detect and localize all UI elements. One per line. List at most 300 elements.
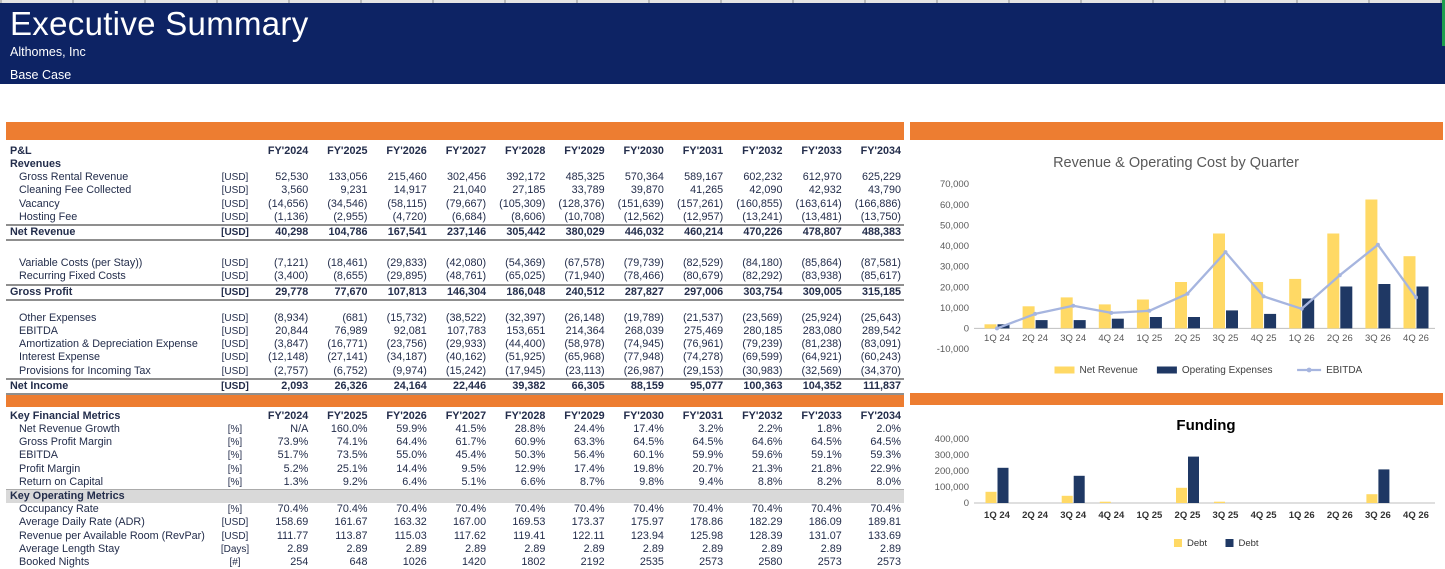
row-unit: [USD] bbox=[221, 365, 249, 377]
row-value: 175.97 bbox=[630, 516, 664, 529]
row-value: 2.89 bbox=[642, 542, 664, 555]
row-value: 104,352 bbox=[802, 379, 842, 392]
row-label: EBITDA bbox=[19, 449, 58, 462]
row-unit: [%] bbox=[227, 504, 243, 516]
row-value: 189.81 bbox=[867, 516, 901, 529]
row-value: 9.2% bbox=[342, 475, 368, 488]
row-value: (85,864) bbox=[801, 257, 842, 270]
row-value: 2535 bbox=[639, 556, 664, 569]
row-value: 52,530 bbox=[275, 171, 309, 184]
svg-text:2Q 26: 2Q 26 bbox=[1326, 510, 1353, 521]
row-value: (29,153) bbox=[682, 364, 724, 377]
row-value: (13,481) bbox=[801, 210, 842, 223]
row-unit: [USD] bbox=[221, 258, 249, 270]
row-value: 70.4% bbox=[277, 503, 309, 516]
svg-text:60,000: 60,000 bbox=[939, 199, 969, 211]
row-value: (15,242) bbox=[445, 364, 487, 377]
row-unit: [USD] bbox=[221, 286, 249, 298]
row-value: 115.03 bbox=[394, 529, 427, 542]
row-value: 63.3% bbox=[574, 436, 605, 449]
svg-text:0: 0 bbox=[963, 498, 969, 510]
row-value: 51.7% bbox=[277, 449, 309, 462]
svg-text:1Q 26: 1Q 26 bbox=[1288, 333, 1315, 344]
unit-header bbox=[218, 144, 252, 158]
row-value: 119.41 bbox=[513, 529, 546, 542]
divider-mid-right bbox=[910, 393, 1443, 405]
table-row bbox=[6, 184, 904, 197]
row-value bbox=[489, 158, 548, 171]
row-value: 111,837 bbox=[863, 379, 901, 392]
row-value: 88,159 bbox=[630, 379, 664, 392]
row-value bbox=[667, 158, 726, 171]
row-value: 169.53 bbox=[512, 516, 546, 529]
row-value: 1.8% bbox=[817, 423, 842, 436]
row-label: Hosting Fee bbox=[19, 210, 78, 223]
row-value: 64.4% bbox=[396, 436, 427, 449]
row-value: 1026 bbox=[402, 556, 427, 569]
row-value: 128.39 bbox=[749, 529, 783, 542]
row-unit: [%] bbox=[227, 437, 243, 449]
row-value: (64,921) bbox=[801, 351, 842, 364]
row-value: (82,292) bbox=[742, 270, 783, 283]
row-value: 570,364 bbox=[624, 171, 664, 184]
row-value: 9.4% bbox=[698, 475, 724, 488]
row-value: (85,617) bbox=[860, 270, 901, 283]
row-value: 287,827 bbox=[624, 285, 664, 298]
row-value: 107,813 bbox=[387, 285, 427, 298]
row-value: 40,298 bbox=[275, 226, 309, 239]
row-value: 73.5% bbox=[336, 449, 368, 462]
chart-title: Funding bbox=[1176, 417, 1236, 434]
row-value: 73.9% bbox=[277, 436, 309, 449]
row-value: 20.7% bbox=[692, 462, 724, 475]
row-value: (79,239) bbox=[742, 338, 783, 351]
row-value: 60.9% bbox=[514, 436, 546, 449]
row-value: (23,113) bbox=[565, 364, 605, 377]
row-value: (79,739) bbox=[623, 257, 664, 270]
year-header: FY'2024 bbox=[267, 410, 309, 423]
row-value: (32,397) bbox=[505, 311, 546, 324]
charts-panel bbox=[910, 122, 1443, 563]
row-value: (76,961) bbox=[682, 338, 724, 351]
chart-legend bbox=[1174, 538, 1259, 549]
svg-text:3Q 25: 3Q 25 bbox=[1212, 333, 1239, 344]
row-value: 167,541 bbox=[387, 226, 427, 239]
table-row bbox=[6, 365, 904, 378]
row-unit: [USD] bbox=[221, 172, 249, 184]
row-value: 28.8% bbox=[514, 423, 546, 436]
row-value bbox=[252, 158, 311, 171]
svg-text:30,000: 30,000 bbox=[939, 261, 969, 273]
page-title: Executive Summary bbox=[10, 5, 309, 42]
row-value: (29,933) bbox=[445, 338, 487, 351]
row-value: (12,148) bbox=[268, 351, 309, 364]
x-axis-labels bbox=[984, 510, 1429, 521]
row-value: (60,243) bbox=[860, 351, 901, 364]
table-title: Key Financial Metrics bbox=[10, 410, 121, 423]
year-header: FY'2029 bbox=[564, 410, 605, 423]
svg-text:2Q 25: 2Q 25 bbox=[1174, 333, 1201, 344]
row-unit: [USD] bbox=[221, 271, 249, 283]
table-row bbox=[6, 489, 904, 503]
row-value: 460,214 bbox=[684, 226, 724, 239]
row-value: 19.8% bbox=[633, 462, 664, 475]
row-value: 21.3% bbox=[751, 462, 783, 475]
row-value: (42,080) bbox=[445, 257, 487, 270]
row-value: (82,529) bbox=[682, 257, 724, 270]
row-value: (25,924) bbox=[801, 311, 842, 324]
row-unit: [USD] bbox=[221, 517, 249, 529]
row-value: 41,265 bbox=[690, 184, 724, 197]
row-value: 70.4% bbox=[574, 503, 605, 516]
table-row bbox=[6, 312, 904, 325]
row-value: 2573 bbox=[817, 556, 842, 569]
table-row bbox=[6, 556, 904, 569]
row-value: (8,934) bbox=[274, 311, 309, 324]
row-value: 6.6% bbox=[520, 475, 546, 488]
row-value: 56.4% bbox=[574, 449, 605, 462]
table-title: P&L bbox=[10, 145, 32, 157]
row-value: (58,115) bbox=[387, 197, 427, 210]
row-value: 64.5% bbox=[811, 436, 842, 449]
row-value: 6.4% bbox=[402, 475, 427, 488]
row-value: 39,870 bbox=[630, 184, 664, 197]
row-value: 2.89 bbox=[524, 542, 546, 555]
row-value: 122.11 bbox=[572, 529, 605, 542]
row-value: (2,757) bbox=[274, 364, 309, 377]
tables-panel bbox=[6, 122, 904, 569]
row-value bbox=[430, 490, 489, 503]
row-value: 2.89 bbox=[287, 542, 309, 555]
svg-text:3Q 26: 3Q 26 bbox=[1364, 510, 1391, 521]
svg-text:4Q 24: 4Q 24 bbox=[1098, 333, 1125, 344]
row-value: (74,945) bbox=[623, 338, 664, 351]
row-value: 237,146 bbox=[447, 226, 487, 239]
row-value bbox=[785, 158, 844, 171]
row-value: 33,789 bbox=[571, 184, 605, 197]
row-value: 61.7% bbox=[455, 436, 487, 449]
row-value: 182.29 bbox=[749, 516, 783, 529]
row-value: 14.4% bbox=[396, 462, 427, 475]
row-value bbox=[371, 158, 430, 171]
row-value: 2.89 bbox=[465, 542, 487, 555]
row-value: (34,187) bbox=[386, 351, 427, 364]
row-value: (34,546) bbox=[327, 197, 368, 210]
table-row bbox=[6, 270, 904, 283]
row-value bbox=[371, 490, 430, 503]
table-row-spacer bbox=[6, 301, 904, 312]
row-value: 2.89 bbox=[702, 542, 724, 555]
row-value: 446,032 bbox=[624, 226, 664, 239]
row-value: 1.3% bbox=[283, 475, 309, 488]
year-header: FY'2034 bbox=[860, 410, 901, 423]
row-label: Average Length Stay bbox=[19, 542, 120, 555]
row-value: (4,720) bbox=[392, 210, 427, 223]
row-value: 125.98 bbox=[690, 529, 724, 542]
row-value: (67,578) bbox=[564, 257, 605, 270]
svg-text:50,000: 50,000 bbox=[939, 220, 969, 232]
row-value: (18,461) bbox=[327, 257, 368, 270]
row-value: (80,679) bbox=[682, 270, 724, 283]
svg-text:3Q 24: 3Q 24 bbox=[1060, 333, 1087, 344]
row-value: (83,091) bbox=[860, 338, 901, 351]
row-value: 117.62 bbox=[453, 529, 487, 542]
row-value: 70.4% bbox=[396, 503, 427, 516]
row-value: 3,560 bbox=[281, 184, 309, 197]
row-label: Provisions for Incoming Tax bbox=[19, 364, 151, 377]
row-value: 43,790 bbox=[867, 184, 901, 197]
row-unit: [USD] bbox=[221, 211, 249, 223]
row-value: 95,077 bbox=[690, 379, 724, 392]
row-value: 2.89 bbox=[346, 542, 368, 555]
row-label: Average Daily Rate (ADR) bbox=[19, 516, 145, 529]
table-row bbox=[6, 158, 904, 171]
row-value: 9.8% bbox=[639, 475, 664, 488]
row-value: (34,370) bbox=[860, 364, 901, 377]
row-value: (79,667) bbox=[445, 197, 487, 210]
row-value: (2,955) bbox=[333, 210, 368, 223]
svg-text:3Q 24: 3Q 24 bbox=[1060, 510, 1087, 521]
row-value: 21.8% bbox=[811, 462, 842, 475]
row-value: (25,643) bbox=[860, 311, 901, 324]
year-header: FY'2027 bbox=[445, 145, 487, 157]
row-value: (71,940) bbox=[564, 270, 605, 283]
svg-text:400,000: 400,000 bbox=[934, 434, 969, 446]
row-value: 64.5% bbox=[870, 436, 901, 449]
table-row bbox=[6, 530, 904, 543]
row-unit: [USD] bbox=[221, 352, 249, 364]
table-row bbox=[6, 476, 904, 489]
row-value: 60.1% bbox=[633, 449, 664, 462]
row-label: Occupancy Rate bbox=[19, 503, 99, 516]
row-value bbox=[430, 158, 489, 171]
row-value: 50.3% bbox=[514, 449, 546, 462]
svg-text:2Q 26: 2Q 26 bbox=[1326, 333, 1353, 344]
row-value: (8,655) bbox=[333, 270, 368, 283]
pnl-table bbox=[6, 144, 904, 395]
row-value: 111.77 bbox=[276, 529, 309, 542]
row-value: 275,469 bbox=[684, 325, 724, 338]
row-value: 2.89 bbox=[820, 542, 842, 555]
company-name: Althomes, Inc bbox=[10, 45, 86, 59]
row-value: (30,983) bbox=[742, 364, 783, 377]
row-value: 107,783 bbox=[447, 325, 487, 338]
row-value bbox=[726, 158, 785, 171]
row-label: Return on Capital bbox=[19, 475, 104, 488]
row-value: 64.5% bbox=[692, 436, 724, 449]
row-value bbox=[489, 490, 548, 503]
row-value: (160,855) bbox=[736, 197, 783, 210]
unit-header bbox=[218, 409, 252, 423]
table-header-row bbox=[6, 409, 904, 423]
row-value: 64.5% bbox=[633, 436, 664, 449]
table-row bbox=[6, 325, 904, 338]
year-header: FY'2031 bbox=[682, 145, 724, 157]
svg-text:4Q 26: 4Q 26 bbox=[1403, 333, 1429, 344]
row-label: Gross Rental Revenue bbox=[19, 171, 129, 184]
row-value: (40,162) bbox=[445, 351, 487, 364]
row-value: (105,309) bbox=[499, 197, 546, 210]
row-unit: [#] bbox=[229, 557, 241, 569]
row-value: 70.4% bbox=[514, 503, 546, 516]
row-value: 29,778 bbox=[275, 285, 309, 298]
revenue-cost-chart-svg bbox=[910, 140, 1443, 388]
row-value bbox=[608, 490, 667, 503]
row-value bbox=[845, 158, 904, 171]
row-value: 24,164 bbox=[393, 379, 427, 392]
svg-text:4Q 26: 4Q 26 bbox=[1403, 510, 1429, 521]
table-row bbox=[6, 351, 904, 364]
svg-text:3Q 25: 3Q 25 bbox=[1212, 510, 1239, 521]
revenue-cost-chart bbox=[910, 140, 1443, 393]
year-header: FY'2032 bbox=[742, 145, 783, 157]
row-value: 303,754 bbox=[743, 285, 783, 298]
year-header: FY'2030 bbox=[623, 410, 664, 423]
table-row bbox=[6, 257, 904, 270]
row-value: 2.0% bbox=[876, 423, 901, 436]
row-value: (87,581) bbox=[860, 257, 901, 270]
row-value: (10,708) bbox=[564, 210, 605, 223]
row-value: 12.9% bbox=[514, 462, 546, 475]
row-value: 26,326 bbox=[334, 379, 368, 392]
svg-text:1Q 24: 1Q 24 bbox=[984, 333, 1010, 344]
row-value: 8.2% bbox=[817, 475, 842, 488]
row-value: 41.5% bbox=[455, 423, 487, 436]
row-value: 254 bbox=[290, 556, 309, 569]
row-value: (84,180) bbox=[742, 257, 783, 270]
row-value: 42,090 bbox=[749, 184, 783, 197]
row-value bbox=[548, 490, 607, 503]
divider-mid-left bbox=[6, 395, 904, 407]
y-axis-labels bbox=[937, 179, 969, 355]
row-value: 315,185 bbox=[861, 285, 901, 298]
table-row bbox=[6, 543, 904, 556]
row-value: (12,957) bbox=[682, 210, 724, 223]
row-value: 470,226 bbox=[743, 226, 783, 239]
row-label: Interest Expense bbox=[19, 351, 101, 364]
table-row bbox=[6, 423, 904, 436]
row-value: 8.8% bbox=[757, 475, 783, 488]
row-value: 5.1% bbox=[461, 475, 487, 488]
svg-text:100,000: 100,000 bbox=[934, 482, 969, 494]
row-value: 297,006 bbox=[684, 285, 724, 298]
table-row bbox=[6, 224, 904, 241]
funding-chart-svg bbox=[910, 405, 1443, 558]
table-row bbox=[6, 449, 904, 462]
row-value: 163.32 bbox=[393, 516, 427, 529]
row-value bbox=[548, 158, 607, 171]
row-value: 104,786 bbox=[328, 226, 368, 239]
row-value: (16,771) bbox=[327, 338, 368, 351]
row-value: 173.37 bbox=[571, 516, 605, 529]
row-label: Variable Costs (per Stay)) bbox=[19, 257, 143, 270]
svg-text:1Q 25: 1Q 25 bbox=[1136, 510, 1163, 521]
row-value: 27,185 bbox=[512, 184, 546, 197]
row-value: 113.87 bbox=[335, 529, 368, 542]
bar-series-1 bbox=[998, 457, 1390, 503]
row-label: Booked Nights bbox=[19, 556, 90, 569]
year-header: FY'2031 bbox=[682, 410, 724, 423]
row-value: 178.86 bbox=[690, 516, 724, 529]
row-value: (27,141) bbox=[327, 351, 368, 364]
row-value: 70.4% bbox=[336, 503, 368, 516]
row-value: 70.4% bbox=[692, 503, 724, 516]
row-label: Vacancy bbox=[19, 197, 60, 210]
row-value: (9,974) bbox=[392, 364, 427, 377]
row-value: (19,789) bbox=[623, 311, 664, 324]
row-unit: [USD] bbox=[221, 339, 249, 351]
table-row bbox=[6, 516, 904, 529]
row-value: 9.5% bbox=[461, 462, 487, 475]
row-label: EBITDA bbox=[19, 325, 58, 338]
table-header-row bbox=[6, 144, 904, 158]
table-row bbox=[6, 503, 904, 516]
row-unit: [USD] bbox=[221, 227, 249, 239]
row-unit: [USD] bbox=[221, 198, 249, 210]
row-value bbox=[726, 490, 785, 503]
row-value: 160.0% bbox=[330, 423, 368, 436]
year-header: FY'2030 bbox=[623, 145, 664, 157]
year-header: FY'2026 bbox=[386, 145, 427, 157]
year-header: FY'2025 bbox=[327, 410, 368, 423]
row-value: (3,400) bbox=[274, 270, 309, 283]
row-value: 1802 bbox=[521, 556, 546, 569]
x-axis-labels bbox=[984, 333, 1429, 344]
row-value: 1420 bbox=[462, 556, 487, 569]
row-value bbox=[785, 490, 844, 503]
row-value: (14,656) bbox=[268, 197, 309, 210]
row-value bbox=[667, 490, 726, 503]
table-row bbox=[6, 198, 904, 211]
row-value: (38,522) bbox=[445, 311, 487, 324]
row-value: 2573 bbox=[876, 556, 901, 569]
row-value: (12,562) bbox=[623, 210, 664, 223]
row-value: 17.4% bbox=[574, 462, 605, 475]
row-value: 24.4% bbox=[574, 423, 605, 436]
row-value bbox=[311, 158, 370, 171]
row-value: (163,614) bbox=[795, 197, 842, 210]
row-value: 302,456 bbox=[447, 171, 487, 184]
y-axis-labels bbox=[935, 434, 969, 509]
row-value: 478,807 bbox=[802, 226, 842, 239]
row-value: (21,537) bbox=[682, 311, 724, 324]
row-value: 70.4% bbox=[633, 503, 664, 516]
row-value: 25.1% bbox=[336, 462, 368, 475]
row-value: 70.4% bbox=[455, 503, 487, 516]
row-value: (151,639) bbox=[617, 197, 664, 210]
row-value: 77,670 bbox=[334, 285, 368, 298]
row-value: (6,752) bbox=[333, 364, 368, 377]
chart-title: Revenue & Operating Cost by Quarter bbox=[1053, 155, 1299, 171]
row-value: (81,238) bbox=[801, 338, 842, 351]
row-value: 380,029 bbox=[565, 226, 605, 239]
row-value: N/A bbox=[290, 423, 309, 436]
row-label: Key Operating Metrics bbox=[10, 490, 125, 503]
row-value: 283,080 bbox=[802, 325, 842, 338]
row-value: 59.9% bbox=[396, 423, 427, 436]
year-header: FY'2026 bbox=[386, 410, 427, 423]
row-label: Net Revenue Growth bbox=[19, 423, 120, 436]
row-value: 161.67 bbox=[334, 516, 368, 529]
bar-series-0 bbox=[986, 488, 1378, 503]
row-value: 153,651 bbox=[506, 325, 546, 338]
row-unit: [USD] bbox=[221, 380, 249, 392]
svg-text:2Q 24: 2Q 24 bbox=[1022, 333, 1049, 344]
row-value: (51,925) bbox=[505, 351, 546, 364]
year-header: FY'2032 bbox=[742, 410, 783, 423]
svg-text:2Q 25: 2Q 25 bbox=[1174, 510, 1201, 521]
row-label: Recurring Fixed Costs bbox=[19, 270, 126, 283]
